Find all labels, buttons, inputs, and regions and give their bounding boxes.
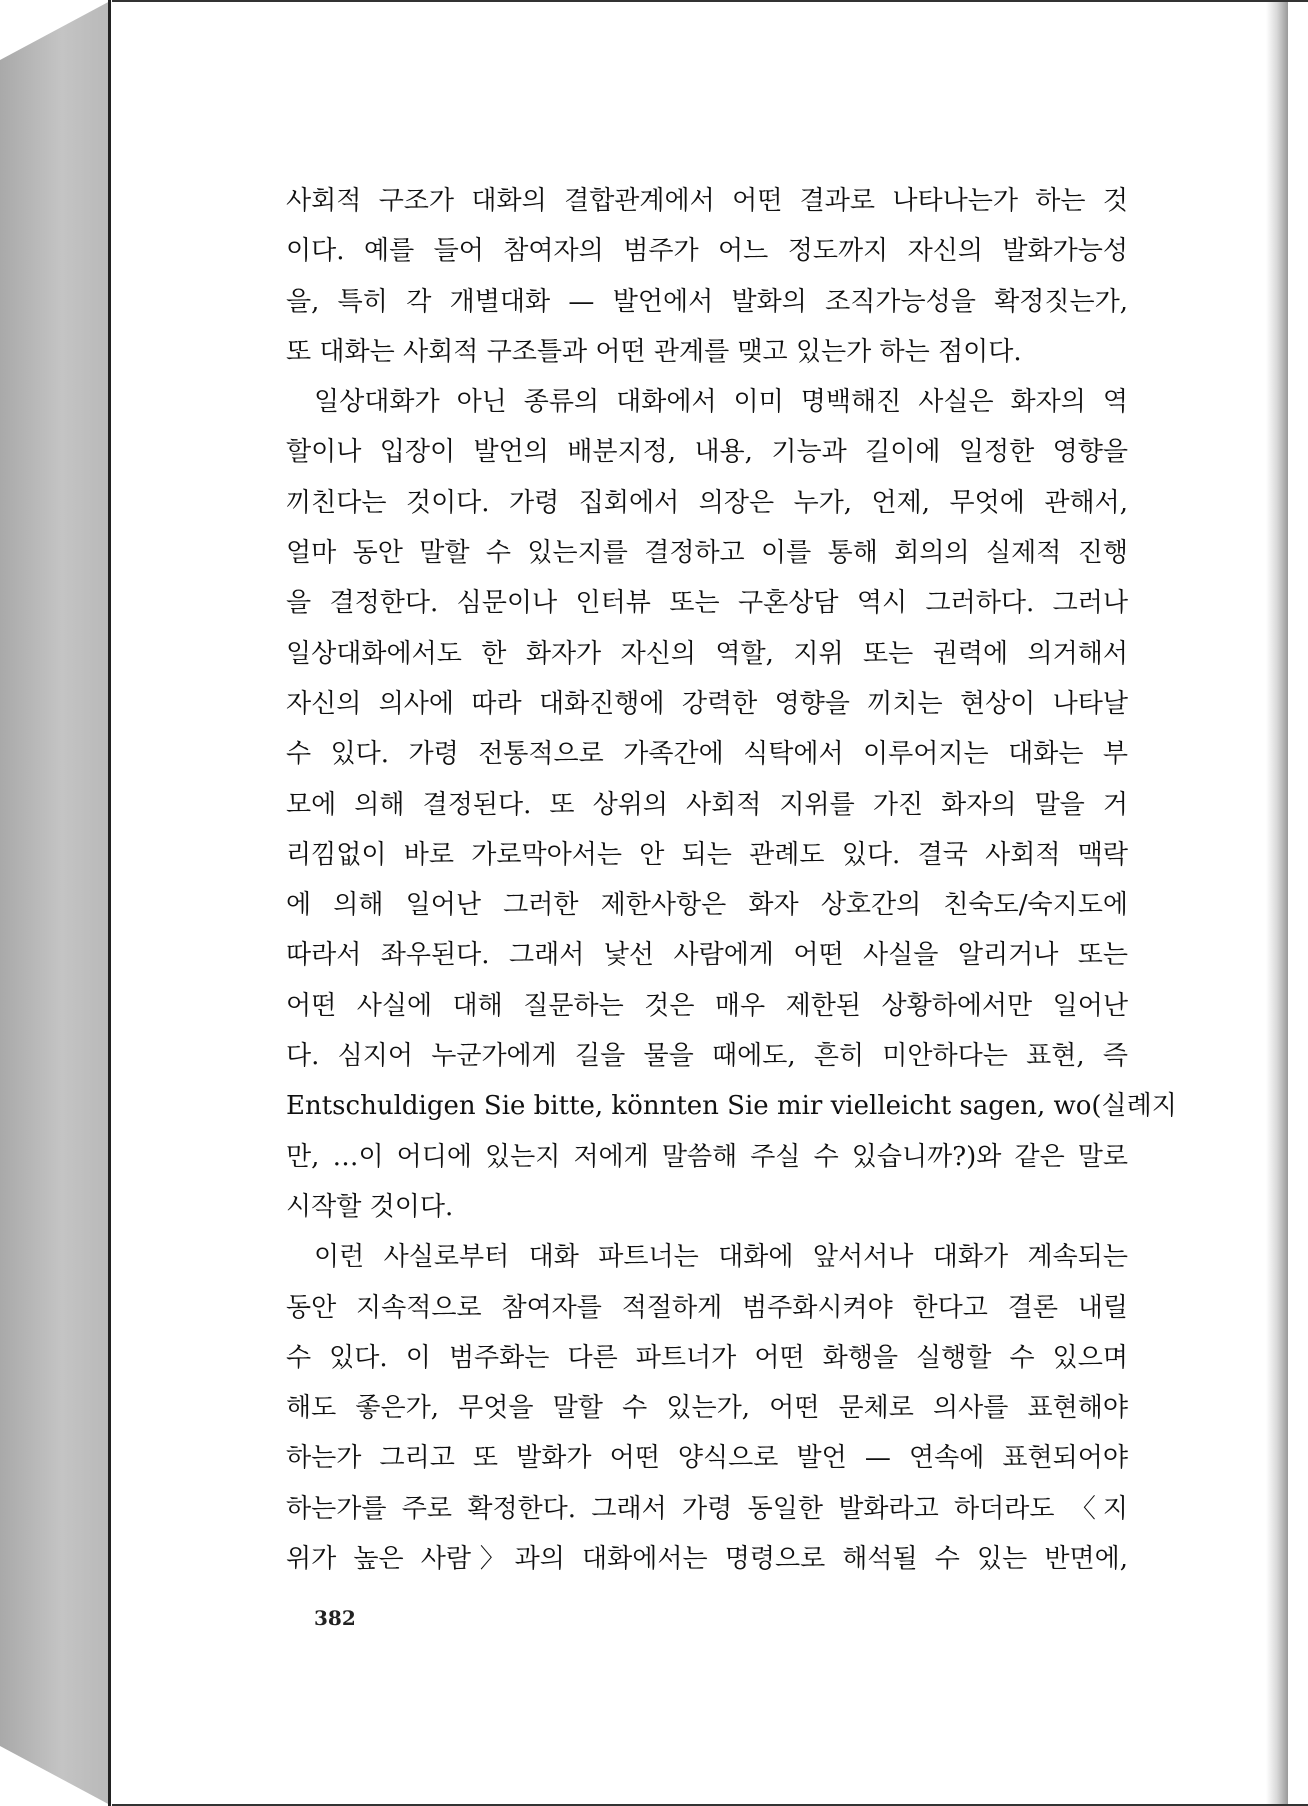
text-line: 하는가 그리고 또 발화가 어떤 양식으로 발언 — 연속에 표현되어야 <box>286 1443 1128 1474</box>
text-line: 동안 지속적으로 참여자를 적절하게 범주화시켜야 한다고 결론 내릴 <box>286 1292 1128 1323</box>
text-line: 시작할 것이다. <box>286 1191 454 1222</box>
text-line: 모에 의해 결정된다. 또 상위의 사회적 지위를 가진 화자의 말을 거 <box>286 789 1128 820</box>
book-spine <box>0 0 112 1806</box>
text-line: 얼마 동안 말할 수 있는지를 결정하고 이를 통해 회의의 실제적 진행 <box>286 538 1128 569</box>
text-line: 또 대화는 사회적 구조틀과 어떤 관계를 맺고 있는가 하는 점이다. <box>286 336 1022 367</box>
text-line: 따라서 좌우된다. 그래서 낯선 사람에게 어떤 사실을 알리거나 또는 <box>286 940 1128 971</box>
page-top-border <box>112 0 1308 2</box>
text-line: 만, …이 어디에 있는지 저에게 말씀해 주실 수 있습니까?)와 같은 말로 <box>286 1141 1128 1172</box>
text-line: 수 있다. 이 범주화는 다른 파트너가 어떤 화행을 실행할 수 있으며 <box>286 1342 1128 1373</box>
text-line: 끼친다는 것이다. 가령 집회에서 의장은 누가, 언제, 무엇에 관해서, <box>286 487 1128 518</box>
body-text <box>286 176 1177 1584</box>
text-line: 이다. 예를 들어 참여자의 범주가 어느 정도까지 자신의 발화가능성 <box>286 236 1128 267</box>
text-line: 하는가를 주로 확정한다. 그래서 가령 동일한 발화라고 하더라도 〈지 <box>286 1493 1128 1524</box>
text-line: 에 의해 일어난 그러한 제한사항은 화자 상호간의 친숙도/숙지도에 <box>286 890 1128 921</box>
text-line: 리낌없이 바로 가로막아서는 안 되는 관례도 있다. 결국 사회적 맥락 <box>286 839 1128 870</box>
text-line: 을, 특히 각 개별대화 — 발언에서 발화의 조직가능성을 확정짓는가, <box>286 286 1128 317</box>
text-line: 어떤 사실에 대해 질문하는 것은 매우 제한된 상황하에서만 일어난 <box>286 990 1128 1021</box>
paragraph-first-line: 이런 사실로부터 대화 파트너는 대화에 앞서서나 대화가 계속되는 <box>314 1242 1128 1273</box>
text-line: 할이나 입장이 발언의 배분지정, 내용, 기능과 길이에 일정한 영향을 <box>286 437 1128 468</box>
text-line: 사회적 구조가 대화의 결합관계에서 어떤 결과로 나타나는가 하는 것 <box>286 186 1128 216</box>
text-line: 해도 좋은가, 무엇을 말할 수 있는가, 어떤 문체로 의사를 표현해야 <box>286 1393 1128 1424</box>
text-line: 수 있다. 가령 전통적으로 가족간에 식탁에서 이루어지는 대화는 부 <box>286 739 1128 770</box>
paragraph-first-line: 일상대화가 아닌 종류의 대화에서 이미 명백해진 사실은 화자의 역 <box>314 387 1128 418</box>
text-line: 일상대화에서도 한 화자가 자신의 역할, 지위 또는 권력에 의거해서 <box>286 638 1128 669</box>
text-line: 자신의 의사에 따라 대화진행에 강력한 영향을 끼치는 현상이 나타날 <box>286 688 1128 719</box>
text-line: Entschuldigen Sie bitte, könnten Sie mir vielleicht sagen, wo(실례지 <box>286 1091 1177 1122</box>
page-edge-shadow <box>1266 0 1288 1806</box>
text-line: 위가 높은 사람〉과의 대화에서는 명령으로 해석될 수 있는 반면에, <box>286 1544 1128 1575</box>
text-line: 을 결정한다. 심문이나 인터뷰 또는 구혼상담 역시 그러하다. 그러나 <box>286 588 1128 619</box>
page-number: 382 <box>314 1606 356 1630</box>
text-line: 다. 심지어 누군가에게 길을 물을 때에도, 흔히 미안하다는 표현, 즉 <box>286 1041 1128 1072</box>
